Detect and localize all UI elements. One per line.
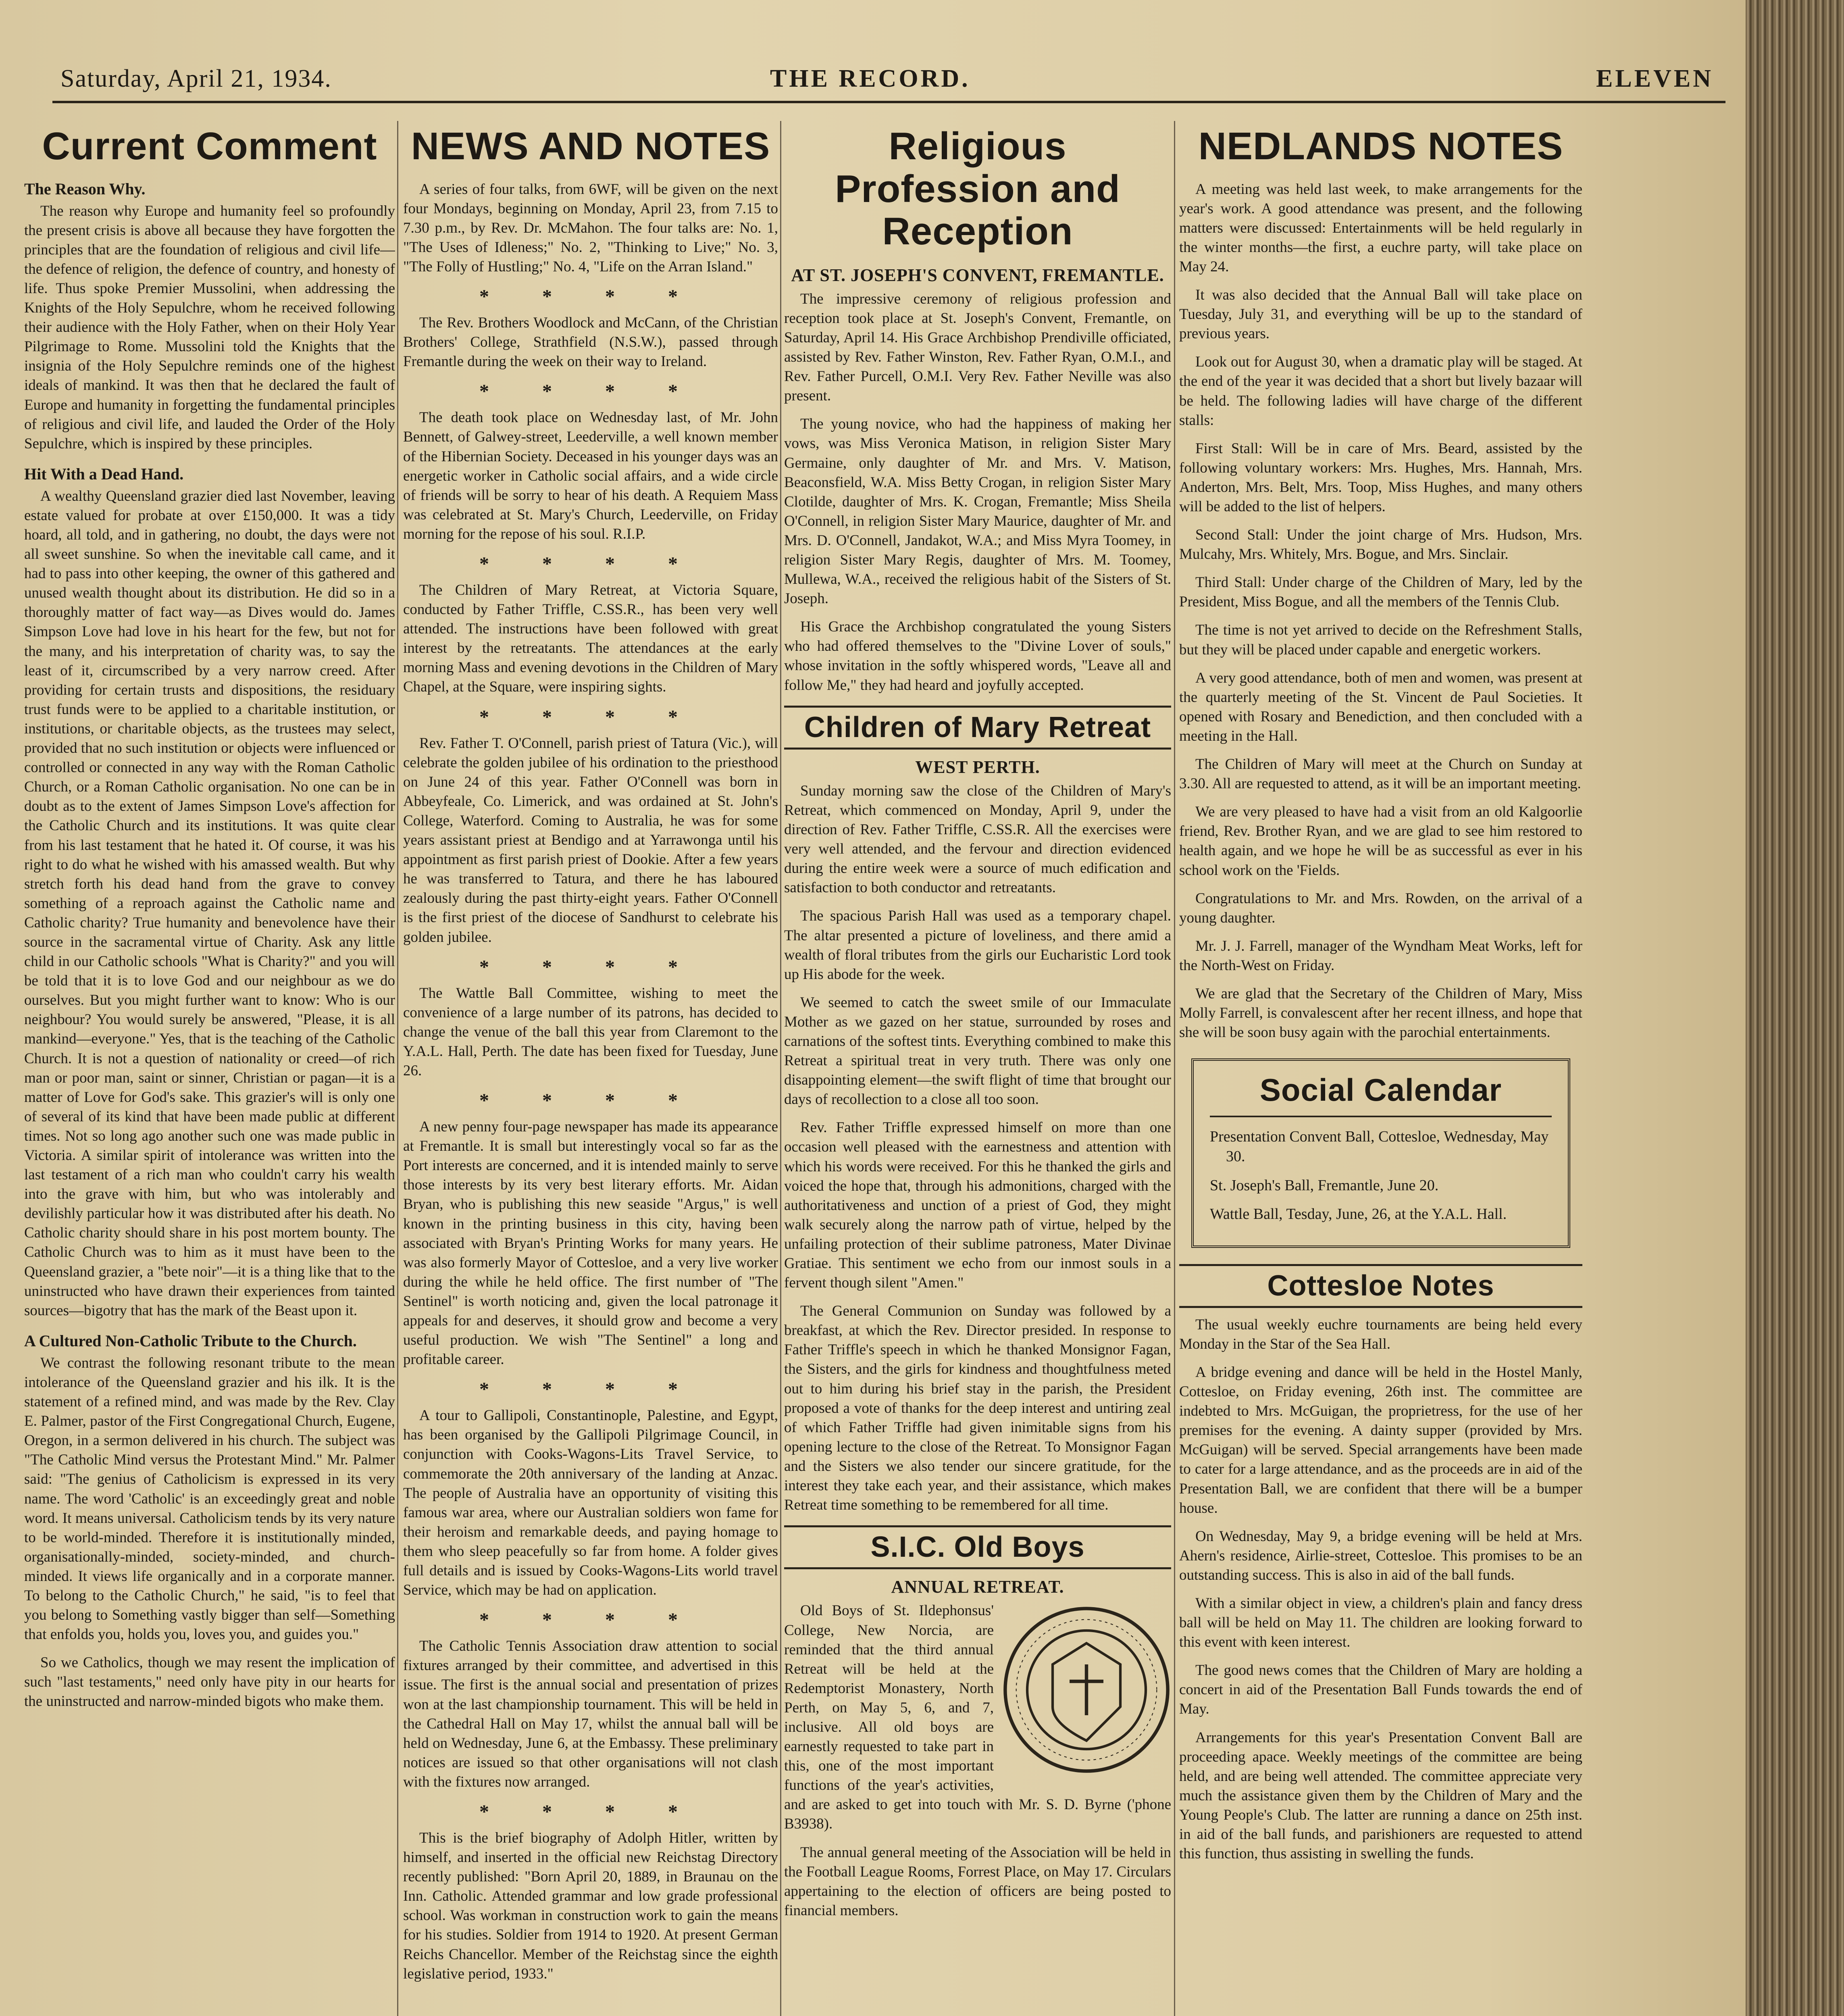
article-paragraph: A meeting was held last week, to make arrangements for the year's work. A good attendance was present, and the following matters were discussed: Entertainments will be held regularly in the winter months—the first, a euchre party, will take place on May 24. [1179,181,1582,275]
article-title: The Reason Why. [24,179,146,198]
article-paragraph: With a similar object in view, a children's plain and fancy dress ball will be held on May 11. The children are looking forward to this event with keen interest. [1179,1595,1582,1651]
separator: * * * * [479,1379,702,1400]
boxed-heading [784,706,1171,750]
article-title: A Cultured Non-Catholic Tribute to the Church. [24,1331,357,1350]
subheading: ANNUAL RETREAT. [891,1577,1064,1597]
separator: * * * * [479,1801,702,1822]
article-paragraph: The time is not yet arrived to decide on the Refreshment Stalls, but they will be placed under capable and energetic workers. [1179,622,1582,658]
news-item: Rev. Father T. O'Connell, parish priest of Tatura (Vic.), will celebrate the golden jubilee of his ordination to the priesthood on June 24 of this year. Father O'Connell was born in Abbeyfeale, Co. Limerick, and was ordained at St. John's College, Waterford. Coming to Australia, he was for some years assistant priest at Bendigo and at Yarrawonga until his appointment as first parish priest of Dookie. After a few years he was transferred to Tatura, and there he has laboured zealously during the past thirty-eight years. Father O'Connell is the first priest of the diocese of Sandhurst to celebrate his golden jubilee. [403,735,778,946]
column-divider [1174,121,1175,2016]
social-calendar-box [1191,1058,1570,1248]
separator: * * * * [479,956,702,978]
article-paragraph: The reason why Europe and humanity feel so profoundly the present crisis is above all because they have forgotten the principles that are the foundation of religious and civil life—the defence of religion, the defence of country, and honesty of life. Thus spoke Premier Mussolini, when addressing the Knights of the Holy Sepulchre, whom he received following their audience with the Holy Father, when on their Holy Year Pilgrimage to Rome. Mussolini told the Knights that the insignia of the Holy Sepulchre reminds one of the highest ideals of mankind. It was then that he declared the fault of Europe and humanity in forgetting the fundamental principles of religious and civil life, and lauded the Order of the Holy Sepulchre, which is inspired by these principles. [24,202,395,452]
column-religious-profession [784,117,1171,2016]
news-item: The Catholic Tennis Association draw attention to social fixtures arranged by their committee, and advertised in this issue. The first is the annual social and presentation of prizes won at the last championship tournament. This will be held in the Cathedral Hall on May 17, whilst the annual ball will be held on Wednesday, June 6, at the Embassy. These preliminary notices are issued so that other organisations will not clash with the fixtures now arranged. [403,1638,778,1790]
article-paragraph: Mr. J. J. Farrell, manager of the Wyndham Meat Works, left for the North-West on Friday. [1179,937,1582,974]
subheading: AT ST. JOSEPH'S CONVENT, FREMANTLE. [791,265,1164,285]
article-paragraph: The General Communion on Sunday was followed by a breakfast, at which the Rev. Director presided. In response to Father Triffle's speech in which he thanked Monsignor Fagan, the Sisters, and the girls for kindness and thoughtfulness meted out to him during his brief stay in the parish, the President proposed a vote of thanks for the deep interest and untiring zeal of which Father Triffle had given inimitable signs from his opening lecture to the close of the Retreat. To Monsignor Fagan and the Sisters we also tender our sincere gratitude, for the interest they take each year, and their assistance, which makes Retreat time something to be remembered for all time. [784,1303,1171,1514]
article-paragraph: We seemed to catch the sweet smile of our Immaculate Mother as we gazed on her statue, surrounded by roses and carnations of the softest tints. Everything combined to make this Retreat a spiritual treat in very truth. There was only one disappointing element—the swift flight of time that brought our days of recollection to a close all too soon. [784,994,1171,1108]
section-heading: S.I.C. Old Boys [870,1531,1085,1564]
news-item: A tour to Gallipoli, Constantinople, Palestine, and Egypt, has been organised by the Gallipoli Pilgrimage Council, in conjunction with Cooks-Wagons-Lits Travel Service, to commemorate the 20th anniversary of the landing at Anzac. The people of Australia have an opportunity of visiting this famous war area, where our Australian soldiers won fame for their heroism and remarkable deeds, and paying homage to them who sleep peacefully so far from home. A folder gives full details and is issued by Cooks-Wagons-Lits world travel Service, which may be had on application. [403,1407,778,1599]
article-paragraph: Second Stall: Under the joint charge of Mrs. Hudson, Mrs. Mulcahy, Mrs. Whitely, Mrs. Bogue, and Mrs. Sinclair. [1179,527,1582,563]
section-heading: Religious Profession and Reception [835,125,1120,253]
column-divider [397,121,398,2016]
article-paragraph: It was also decided that the Annual Ball will take place on Tuesday, July 31, and everything will be up to the standard of previous years. [1179,287,1582,342]
section-heading: Current Comment [42,125,377,168]
news-item: The Rev. Brothers Woodlock and McCann, of the Christian Brothers' College, Strathfield (N.S.W.), passed through Fremantle during the week on their way to Ireland. [403,314,778,370]
masthead-rule [52,101,1725,103]
article-paragraph: First Stall: Will be in care of Mrs. Beard, assisted by the following voluntary workers: Mrs. Hughes, Mrs. Hannah, Mrs. Anderton, Mrs. Belt, Mrs. Toop, Miss Hughes, and many others will be added to the list of helpers. [1179,440,1582,515]
section-heading: NEWS AND NOTES [411,125,770,168]
article-paragraph: Arrangements for this year's Presentation Convent Ball are proceeding apace. Weekly meetings of the committee are being held, and are being well attended. The committee appreciate very much the assistance given them by the Children of Mary and the Young People's Club. The latter are running a dance on 25th inst. in aid of the ball funds, and parishioners are requested to attend this function, thus assisting in swelling the funds. [1179,1729,1582,1862]
article-paragraph: We contrast the following resonant tribute to the mean intolerance of the Queensland grazier and his ilk. It is the statement of a refined mind, and was made by the Rev. Clay E. Palmer, pastor of the First Congregational Church, Eugene, Oregon, in a sermon delivered in his church. The subject was "The Catholic Mind versus the Protestant Mind." Mr. Palmer said: "The genius of Catholicism is expressed in its very name. The word 'Catholic' is an exceedingly great and noble word. It means universal. Catholicism tends by its very nature to be world-minded. Therefore it is institutionally minded, organisationally-minded, society-minded, and church-minded. It views life organically and in a corporate manner. To belong to the Catholic Church," he said, "is to feel that you belong to Something vastly bigger than self—Something that enfolds you, holds you, loves you, and guides you." [24,1354,395,1643]
calendar-rule [1210,1116,1552,1117]
separator: * * * * [479,1090,702,1112]
book-binding-edge [1746,0,1844,2016]
article-paragraph: We are glad that the Secretary of the Children of Mary, Miss Molly Farrell, is convalescent after her recent illness, and hope that she will be soon busy again with the parochial entertainments. [1179,985,1582,1041]
separator: * * * * [479,706,702,728]
newspaper-title: THE RECORD. [770,65,970,92]
news-item: A series of four talks, from 6WF, will be given on the next four Mondays, beginning on Monday, April 23, from 7.15 to 7.30 p.m., by Rev. Dr. McMahon. The four talks are: No. 1, "The Uses of Idleness;" No. 2, "Thinking to Live;" No. 3, "The Folly of Hustling;" No. 4, "Life on the Arran Island." [403,181,778,275]
article-paragraph: The usual weekly euchre tournaments are being held every Monday in the Star of the Sea Hall. [1179,1316,1582,1352]
page-number: ELEVEN [1596,65,1713,92]
news-item: A new penny four-page newspaper has made its appearance at Fremantle. It is small but interestingly vocal so far as the Port interests are concerned, and it is intended mainly to serve those interests by its very best literary efforts. Mr. Aidan Bryan, who is publishing this new seaside "Argus," is well known in the printing business in this city, having been associated with Bryan's Printing Works for many years. He was also formerly Mayor of Cottesloe, and a very live worker during the while he held office. The first number of "The Sentinel" is worth noticing and, given the local patronage it appeals for and deserves, it should grow and become a very useful production. We wish "The Sentinel" a long and profitable career. [403,1118,778,1368]
separator: * * * * [479,553,702,575]
section-heading: Children of Mary Retreat [804,711,1151,744]
article-paragraph: Old Boys of St. Ildephonsus' College, New Norcia, are reminded that the third annual Retreat will be held at the Redemptorist Monastery, North Perth, on May 5, 6, and 7, inclusive. All old boys are earnestly requested to take part in this, one of the most important functions of the year's activities, and are asked to get into touch with Mr. S. D. Byrne ('phone B3938). [784,1602,1171,1833]
column-nedlands-notes [1179,117,1582,2016]
calendar-entry: St. Joseph's Ball, Fremantle, June 20. [1210,1177,1439,1194]
calendar-heading: Social Calendar [1259,1072,1502,1108]
calendar-entry: Presentation Convent Ball, Cottesloe, Wednesday, May 30. [1210,1128,1549,1165]
article-paragraph: The young novice, who had the happiness of making her vows, was Miss Veronica Matison, in religion Sister Mary Germaine, only daughter of Mr. and Mrs. V. Matison, Beaconsfield, W.A. Miss Betty Crogan, in religion Sister Mary Clotilde, daughter of Mrs. K. Crogan, Fremantle; Miss Sheila O'Connell, in religion Sister Mary Maurice, daughter of Mr. and Mrs. D. O'Connell, Jandakot, W.A.; and Miss Myra Toomey, in religion Sister Mary Regis, daughter of Mrs. M. Toomey, Mullewa, W.A., received the religious habit of the Sisters of St. Joseph. [784,416,1171,607]
separator: * * * * [479,381,702,402]
news-item: The Children of Mary Retreat, at Victoria Square, conducted by Father Triffle, C.SS.R., has been very well attended. The instructions have been followed with great interest by the retreatants. The attendances at the early morning Mass and evening devotions in the Children of Mary Chapel, at the Square, were inspiring sights. [403,582,778,696]
article-paragraph: A very good attendance, both of men and women, was present at the quarterly meeting of the St. Vincent de Paul Societies. It opened with Rosary and Benediction, and then concluded with a meeting in the Hall. [1179,669,1582,744]
subheading: WEST PERTH. [915,757,1040,777]
article-paragraph: So we Catholics, though we may resent the implication of such "last testaments," need only have pity in our hearts for the uninstructed and narrow-minded bigots who make them. [24,1654,395,1710]
separator: * * * * [479,1609,702,1631]
article-paragraph: The spacious Parish Hall was used as a temporary chapel. The altar presented a picture of loveliness, and there amid a wealth of floral tributes from the girls our Eucharistic Lord took up His abode for the week. [784,908,1171,983]
article-paragraph: A bridge evening and dance will be held in the Hostel Manly, Cottesloe, on Friday evening, 26th inst. The committee are indebted to Mrs. McGuigan, the proprietress, for the use of her premises for the evening. A dainty supper (provided by Mrs. McGuigan) will be served. Special arrangements have been made to cater for a large attendance, and as the proceeds are in aid of the Presentation Ball, we are confident that there will be a bumper house. [1179,1364,1582,1516]
article-paragraph: The annual general meeting of the Association will be held in the Football League Rooms, Forrest Place, on May 17. Circulars appertaining to the election of officers are being posted to financial members. [784,1844,1171,1919]
article-paragraph: Sunday morning saw the close of the Children of Mary's Retreat, which commenced on Monday, April 9, under the direction of Rev. Father Triffle, C.SS.R. All the exercises were very well attended, and the fervour and direction evidenced during the entire week were a source of much edification and satisfaction to both conductor and retreatants. [784,782,1171,896]
article-paragraph: Rev. Father Triffle expressed himself on more than one occasion well pleased with the earnestness and attention with which his words were received. For this he thanked the girls and voiced the hope that, through his admonitions, charged with the authoritativeness and unction of a priest of God, they might walk securely along the narrow path of virtue, helped by the unfailing protection of their sublime patroness, Mater Divinae Gratiae. This sentiment we echo from our inmost souls in a fervent though silent "Amen." [784,1119,1171,1291]
section-heading: NEDLANDS NOTES [1198,125,1563,168]
news-item: The death took place on Wednesday last, of Mr. John Bennett, of Galwey-street, Leederville, a well known member of the Hibernian Society. Deceased in his younger days was an energetic worker in Catholic social affairs, and a wide circle of friends will be sorry to hear of his death. A Requiem Mass was celebrated at St. Mary's Church, Leederville, on Friday morning for the repose of his soul. R.I.P. [403,409,778,542]
column-news-and-notes [403,117,778,2016]
article-paragraph: We are very pleased to have had a visit from an old Kalgoorlie friend, Rev. Brother Ryan, and we are glad to see him restored to health again, and we hope he will be as successful as ever in his school work on the 'Fields. [1179,804,1582,879]
masthead [56,52,1721,97]
separator: * * * * [479,286,702,308]
article-paragraph: Look out for August 30, when a dramatic play will be staged. At the end of the year it was decided that a short but lively bazaar will be held. The following ladies will have charge of the different stalls: [1179,354,1582,429]
column-divider [780,121,781,2016]
article-paragraph: On Wednesday, May 9, a bridge evening will be held at Mrs. Ahern's residence, Airlie-street, Cottesloe. This promises to be an outstanding success. This is also in aid of the ball funds. [1179,1528,1582,1583]
article-title: Hit With a Dead Hand. [24,464,184,483]
article-paragraph: A wealthy Queensland grazier died last November, leaving estate valued for probate at over £150,000. It was a tidy hoard, all told, and in gathering, no doubt, the days were not all sweet sunshine. So when the inevitable call came, and it had to pass into other keeping, the owner of this gathered and unused wealth thought about its distribution. He did so in a thoroughly matter of fact way—as Dives would do. James Simpson Love had love in his heart for the few, but not for the many, and his interpretation of charity was, to say the least of it, circumscribed by a very narrow creed. After providing for certain trusts and dispositions, the residuary trust funds were to be applied to a charitable institution, or institutions, or charitable objects, as the trustees may select, provided that no such institution or objects were influenced or controlled or connected in any way with the Roman Catholic Church, or a Roman Catholic organisation. No one can be in doubt as to the extent of James Simpson Love's affection for the Catholic Church and its institutions. It was quite clear from his last testament that he hated it. Of course, it was his right to do what he wished with his amassed wealth. But why stretch forth his dead hand from the grave to convey something of a reproach against the Catholic name and Catholic charity? True humanity and benevolence have their source in the sacramental virtue of Charity. Ask any little child in our Catholic schools "What is Charity?" and you will be told that it is to love God and our neighbour as we do ourselves. But you might further want to know: Who is our neighbour? You would surely be answered, "Please, it is all mankind—everyone." Yes, that is the teaching of the Catholic Church. It is not a question of nationality or creed—of rich man or poor man, saint or sinner, Christian or pagan—it is a matter of Love for God's sake. This grazier's will is only one of several of its kind that have been made public at different times. Not so long ago another such one was made public in Victoria. A similar spirit of intolerance was written into the last testament of a rich man who couldn't carry his wealth into the grave with him, but who was intolerably and devilishly particular how it was distributed after his death. No Catholic charity should share in his post mortem bounty. The Catholic Church was to him as it must have been to the Queensland grazier, a "bete noir"—it is a thing like that to the uninstructed who have drawn their experiences from tainted sources—bigotry that has the mark of the Beast upon it. [24,487,395,1319]
boxed-heading [1179,1264,1582,1308]
boxed-heading [784,1525,1171,1569]
article-paragraph: The good news comes that the Children of Mary are holding a concert in aid of the Presentation Ball Funds towards the end of May. [1179,1662,1582,1718]
article-paragraph: His Grace the Archbishop congratulated the young Sisters who had offered themselves to the "Divine Lover of souls," whose invitation in the softly whispered words, "Leave all and follow Me," they had heard and joyfully accepted. [784,619,1171,694]
article-paragraph: The impressive ceremony of religious profession and reception took place at St. Joseph's Convent, Fremantle, on Saturday, April 14. His Grace Archbishop Prendiville officiated, assisted by Rev. Father Winston, Rev. Father Ryan, O.M.I., and Rev. Father Purcell, O.M.I. Very Rev. Father Neville was also present. [784,290,1171,404]
section-heading: Cottesloe Notes [1267,1269,1494,1302]
college-seal-icon [1002,1605,1171,1774]
article-paragraph: Congratulations to Mr. and Mrs. Rowden, on the arrival of a young daughter. [1179,890,1582,926]
article-paragraph: Third Stall: Under charge of the Children of Mary, led by the President, Miss Bogue, and all the members of the Tennis Club. [1179,574,1582,610]
issue-date: Saturday, April 21, 1934. [60,65,332,92]
news-item: This is the brief biography of Adolph Hitler, written by himself, and inserted in the official new Reichstag Directory recently published: "Born April 20, 1889, in Braunau on the Inn. Catholic. Attended grammar and low grade professional school. Was workman in construction work to gain the means for his studies. Soldier from 1914 to 1920. At present German Reichs Chancellor. Member of the Reichstag since the eighth legislative period, 1933." [403,1829,778,1982]
column-current-comment [24,117,395,2016]
calendar-entry: Wattle Ball, Tesday, June, 26, at the Y.A.L. Hall. [1210,1206,1507,1223]
article-paragraph: The Children of Mary will meet at the Church on Sunday at 3.30. All are requested to attend, as it will be an important meeting. [1179,756,1582,792]
news-item: The Wattle Ball Committee, wishing to meet the convenience of a large number of its patrons, has decided to change the venue of the ball this year from Claremont to the Y.A.L. Hall, Perth. The date has been fixed for Tuesday, June 26. [403,985,778,1079]
